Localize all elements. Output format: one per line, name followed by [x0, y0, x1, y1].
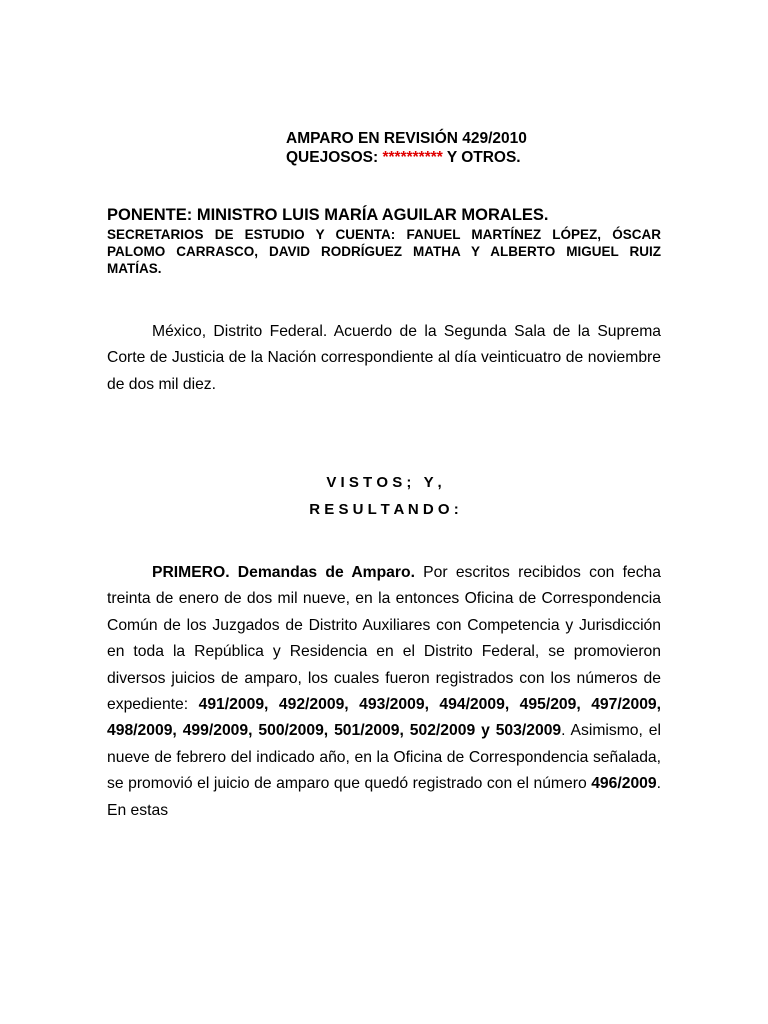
quejosos-rest: Y OTROS. [442, 149, 521, 166]
primero-text-3: . En estas [107, 775, 661, 819]
primero-paragraph [107, 560, 661, 824]
quejosos-line [286, 148, 521, 167]
resultando-heading: R E S U L T A N D O : [309, 501, 459, 518]
primero-heading: PRIMERO. Demandas de Amparo. [152, 564, 415, 581]
primero-text-1: Por escritos recibidos con fecha treinta de enero de dos mil nueve, en la entonces Oficina de Correspondencia Común de los Juzgados de Distrito Auxiliares con Competencia y Jurisdicción en toda la República y Residencia en el Distrito Federal, se promovieron diversos juicios de amparo, los cuales fueron registrados con los números de expediente: [107, 564, 661, 714]
case-number: AMPARO EN REVISIÓN 429/2010 [286, 130, 527, 147]
secretarios-block: SECRETARIOS DE ESTUDIO Y CUENTA: FANUEL MARTÍNEZ LÓPEZ, ÓSCAR PALOMO CARRASCO, DAVID RODRÍGUEZ MATHA Y ALBERTO MIGUEL RUIZ MATÍAS. [107, 227, 661, 276]
redacted-name: ********** [382, 149, 443, 166]
ponente-line: PONENTE: MINISTRO LUIS MARÍA AGUILAR MORALES. [107, 206, 549, 224]
quejosos-label: QUEJOSOS: [286, 149, 383, 166]
opening-paragraph: México, Distrito Federal. Acuerdo de la Segunda Sala de la Suprema Corte de Justicia de la Nación correspondiente al día veinticuatro de noviembre de dos mil diez. [107, 323, 661, 393]
primero-text-2: . Asimismo, el nueve de febrero del indicado año, en la Oficina de Correspondencia señalada, se promovió el juicio de amparo que quedó registrado con el número [107, 722, 661, 793]
expediente-list: 491/2009, 492/2009, 493/2009, 494/2009, 495/209, 497/2009, 498/2009, 499/2009, 500/2009, 501/2009, 502/2009 y 503/2009 [107, 696, 661, 740]
expediente-496: 496/2009 [591, 775, 657, 793]
vistos-heading: V I S T O S ; Y , [326, 474, 442, 491]
